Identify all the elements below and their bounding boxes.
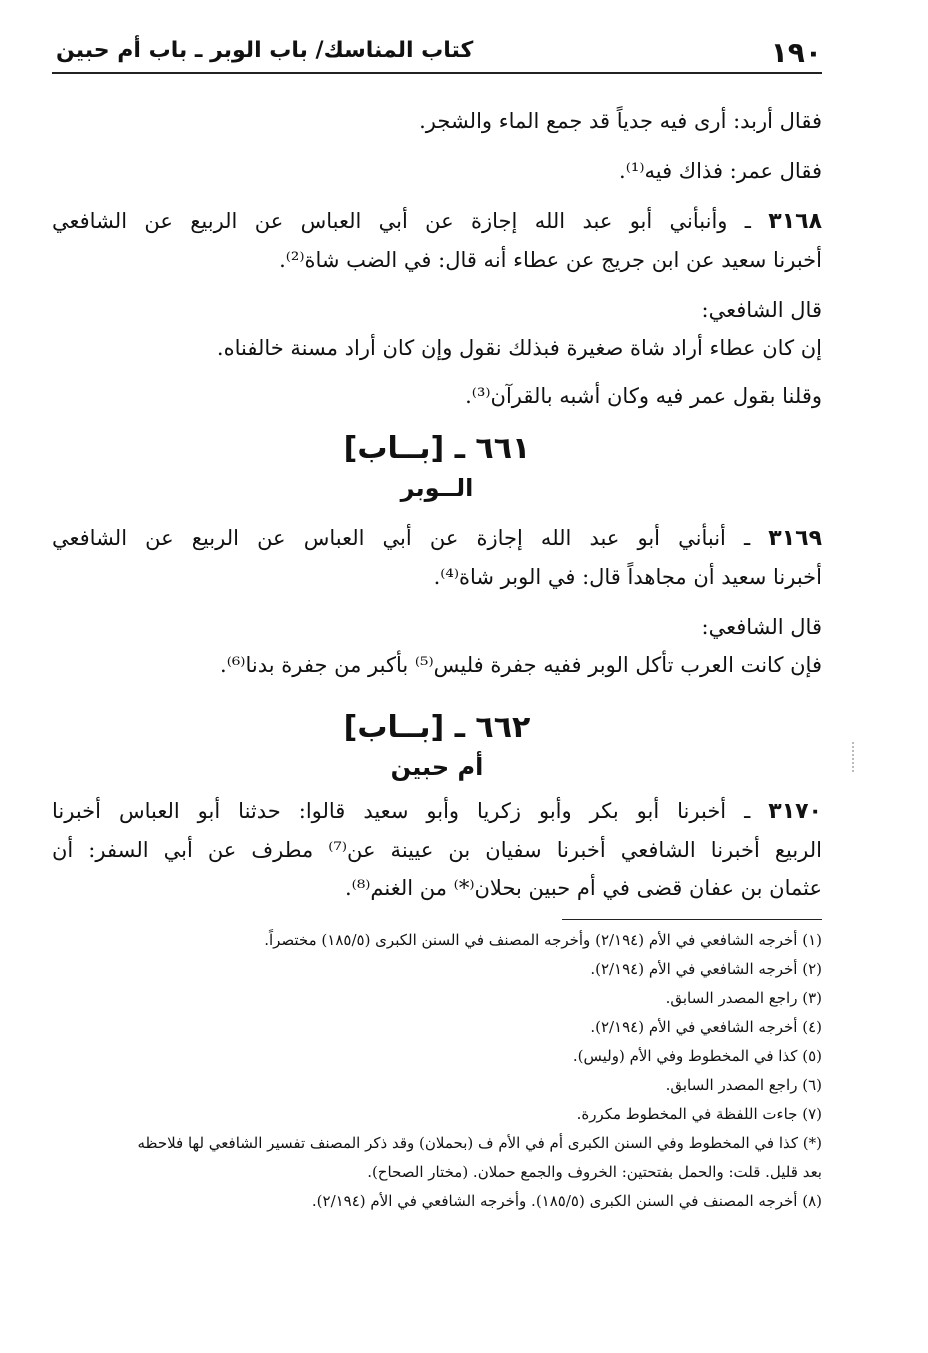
text-line: قال الشافعي: xyxy=(701,298,822,322)
footnote: (١) أخرجه الشافعي في الأم (٢/١٩٤) وأخرجه المصنف في السنن الكبرى (١٨٥/٥) مختصراً. xyxy=(264,931,822,949)
chapter-subtitle: الــوبر xyxy=(400,474,474,502)
footnote: (٥) كذا في المخطوط وفي الأم (وليس). xyxy=(572,1047,822,1065)
chapter-heading xyxy=(52,427,822,505)
footnote: (٨) أخرجه المصنف في السنن الكبرى (١٨٥/٥). وأخرجه الشافعي في الأم (٢/١٩٤). xyxy=(311,1192,822,1210)
footnote: (٣) راجع المصدر السابق. xyxy=(665,989,822,1007)
chapter-title: ٦٦٢ ـ [بــاب] xyxy=(343,710,531,745)
page-header xyxy=(52,30,822,74)
footnote: بعد قليل. قلت: والحمل بفتحتين: الخروف والجمع حملان. (مختار الصحاح). xyxy=(367,1163,822,1181)
scan-mark xyxy=(852,742,858,772)
paragraph xyxy=(52,152,822,190)
text-line: فقال عمر: فذاك فيه⁽¹⁾. xyxy=(619,159,822,183)
text-line: عثمان بن عفان قضى في أم حبين بحلان⁽*⁾ من الغنم⁽⁸⁾. xyxy=(345,876,822,900)
page-number: ١٩٠ xyxy=(770,36,822,69)
text-line: الربيع أخبرنا الشافعي أخبرنا سفيان بن عيينة عن⁽⁷⁾ مطرف عن أبي السفر: أن xyxy=(52,838,822,862)
footnote: (*) كذا في المخطوط وفي السنن الكبرى أم في الأم ف (بحملان) وقد ذكر المصنف تفسير الشافعي لها فلاحظه xyxy=(137,1134,822,1152)
footnotes xyxy=(52,926,822,1216)
hadith-text: ـ أنبأني أبو عبد الله إجازة عن أبي العباس عن الربيع عن الشافعي xyxy=(52,526,751,550)
text-line: وقلنا بقول عمر فيه وكان أشبه بالقرآن⁽³⁾. xyxy=(465,384,822,408)
text-line: إن كان عطاء أراد شاة صغيرة فبذلك نقول وإن كان أراد مسنة خالفناه. xyxy=(216,336,822,360)
footnote-divider xyxy=(562,919,822,920)
paragraph xyxy=(52,608,822,684)
chapter-subtitle: أم حبين xyxy=(390,753,484,781)
hadith-text: ـ وأنبأني أبو عبد الله إجازة عن أبي العباس عن الربيع عن الشافعي xyxy=(52,209,751,233)
text-line xyxy=(52,202,822,241)
text-line xyxy=(52,792,822,831)
hadith-text: ـ أخبرنا أبو بكر وأبو زكريا وأبو سعيد قالوا: حدثنا أبو العباس أخبرنا xyxy=(52,799,751,823)
text-line: فإن كانت العرب تأكل الوبر ففيه جفرة فليس⁽⁵⁾ بأكبر من جفرة بدنا⁽⁶⁾. xyxy=(220,653,822,677)
hadith-3169 xyxy=(52,519,822,596)
footnote: (٢) أخرجه الشافعي في الأم (٢/١٩٤). xyxy=(590,960,822,978)
chapter-title: ٦٦١ ـ [بــاب] xyxy=(343,431,531,466)
hadith-number: ٣١٦٩ xyxy=(768,526,822,551)
paragraph xyxy=(52,291,822,367)
hadith-number: ٣١٧٠ xyxy=(768,799,822,824)
running-title: كتاب المناسك/ باب الوبر ـ باب أم حبين xyxy=(56,38,474,63)
text-line xyxy=(52,519,822,558)
hadith-3168 xyxy=(52,202,822,279)
paragraph xyxy=(52,102,822,140)
text-line: قال الشافعي: xyxy=(701,615,822,639)
page-body xyxy=(52,100,822,1216)
hadith-3170 xyxy=(52,792,822,907)
footnote: (٦) راجع المصدر السابق. xyxy=(665,1076,822,1094)
paragraph xyxy=(52,377,822,415)
text-line: أخبرنا سعيد أن مجاهداً قال: في الوبر شاة⁽⁴⁾. xyxy=(433,565,822,589)
hadith-number: ٣١٦٨ xyxy=(768,209,822,234)
footnote: (٧) جاءت اللفظة في المخطوط مكررة. xyxy=(576,1105,822,1123)
text-line: أخبرنا سعيد عن ابن جريج عن عطاء أنه قال: في الضب شاة⁽²⁾. xyxy=(279,248,822,272)
footnote: (٤) أخرجه الشافعي في الأم (٢/١٩٤). xyxy=(590,1018,822,1036)
chapter-heading xyxy=(52,706,822,784)
text-line: فقال أربد: أرى فيه جدياً قد جمع الماء والشجر. xyxy=(419,109,822,133)
